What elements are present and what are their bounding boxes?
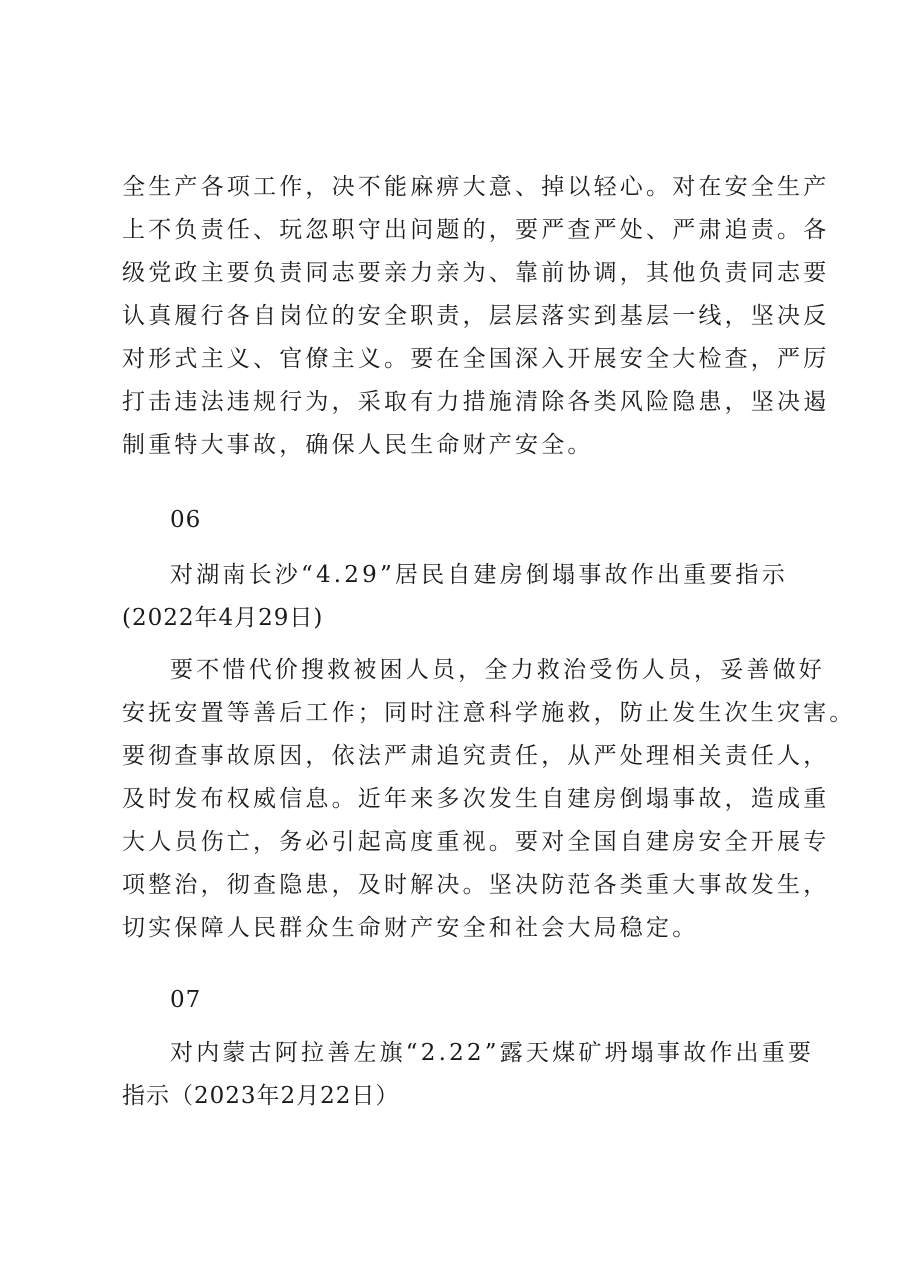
paragraph-line: 要不惜代价搜救被困人员，全力救治受伤人员，妥善做好 bbox=[170, 657, 825, 683]
section-date: 指示（2023年2月22日） bbox=[122, 1083, 400, 1109]
paragraph-line: 制重特大事故，确保人民生命财产安全。 bbox=[122, 432, 594, 458]
section-number: 06 bbox=[170, 507, 202, 533]
paragraph-line: 上不负责任、玩忽职守出问题的，要严查严处、严肃追责。各 bbox=[122, 217, 830, 243]
paragraph-line: 项整治，彻查隐患，及时解决。坚决防范各类重大事故发生， bbox=[122, 872, 830, 898]
paragraph-line: 级党政主要负责同志要亲力亲为、靠前协调，其他负责同志要 bbox=[122, 260, 830, 286]
paragraph-line: 及时发布权威信息。近年来多次发生自建房倒塌事故，造成重 bbox=[122, 786, 830, 812]
paragraph-line: 切实保障人民群众生命财产安全和社会大局稳定。 bbox=[122, 915, 699, 941]
paragraph-line: 安抚安置等善后工作；同时注意科学施救，防止发生次生灾害。 bbox=[122, 700, 856, 726]
section-date: (2022年4月29日) bbox=[122, 605, 324, 631]
section-number: 07 bbox=[170, 987, 202, 1013]
paragraph-line: 打击违法违规行为，采取有力措施清除各类风险隐患，坚决遏 bbox=[122, 389, 830, 415]
section-heading: 对湖南长沙“4.29”居民自建房倒塌事故作出重要指示 bbox=[170, 562, 788, 588]
section-heading: 对内蒙古阿拉善左旗“2.22”露天煤矿坍塌事故作出重要 bbox=[170, 1040, 815, 1066]
paragraph-line: 认真履行各自岗位的安全职责，层层落实到基层一线，坚决反 bbox=[122, 303, 830, 329]
paragraph-line: 大人员伤亡，务必引起高度重视。要对全国自建房安全开展专 bbox=[122, 829, 830, 855]
paragraph-line: 对形式主义、官僚主义。要在全国深入开展安全大检查，严厉 bbox=[122, 346, 830, 372]
paragraph-line: 要彻查事故原因，依法严肃追究责任，从严处理相关责任人， bbox=[122, 743, 830, 769]
paragraph-line: 全生产各项工作，决不能麻痹大意、掉以轻心。对在安全生产 bbox=[122, 174, 830, 200]
